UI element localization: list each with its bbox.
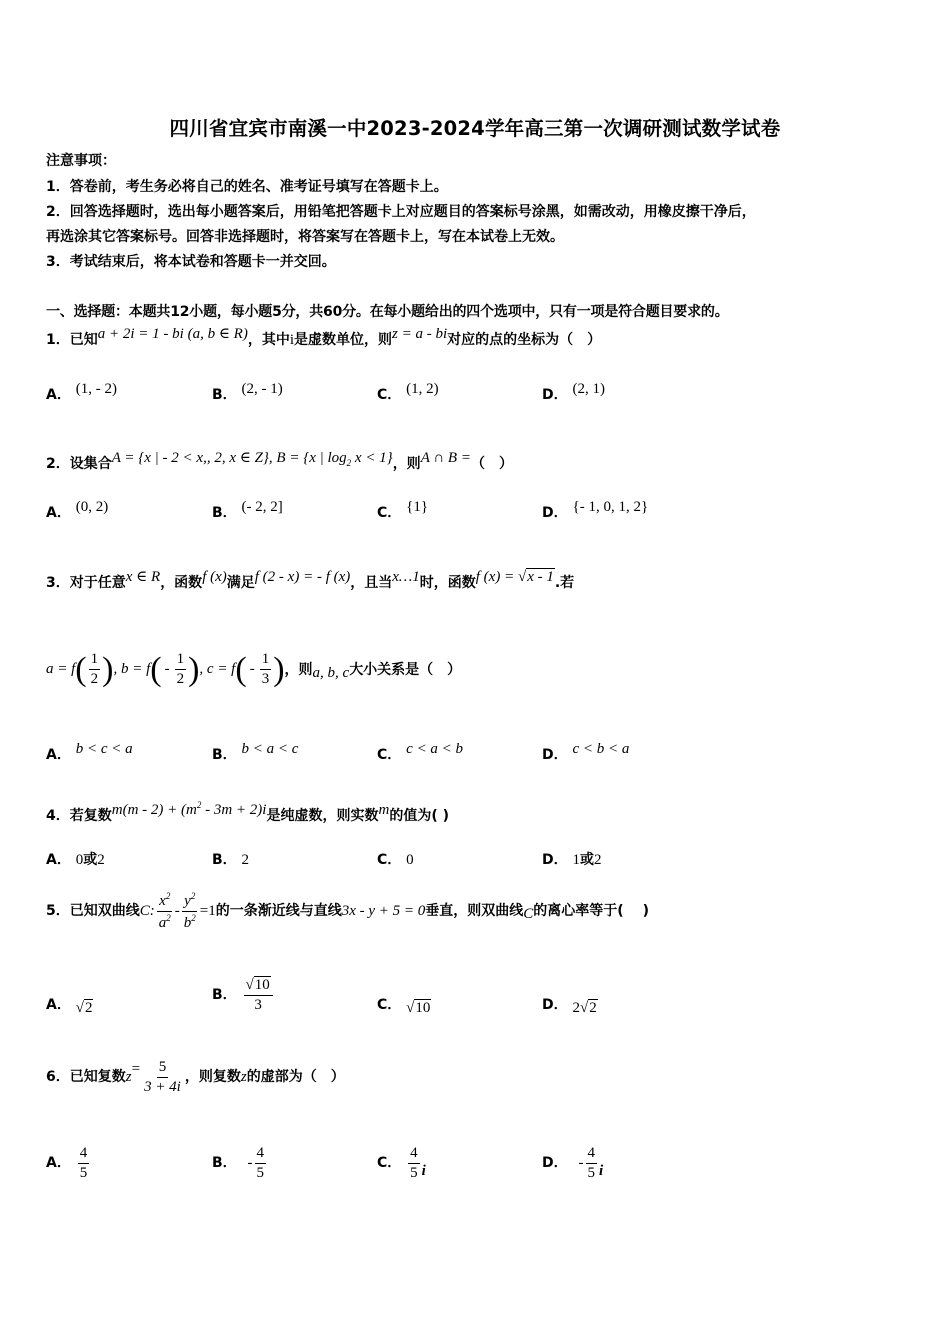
option-value: b < a < c xyxy=(241,741,299,757)
q5-text: 的一条渐近线与直线 xyxy=(215,903,342,919)
option-label: A． xyxy=(46,747,71,763)
q4-text: 的值为( ) xyxy=(389,808,449,824)
option-text: 或 xyxy=(580,852,594,868)
q6-equals: = xyxy=(131,1060,141,1077)
q4-option-a[interactable] xyxy=(46,853,105,868)
q1-text: 对应的点的坐标为（ ） xyxy=(447,332,602,348)
q2-option-d[interactable] xyxy=(542,499,649,521)
q4-prefix: 4．若复数 xyxy=(46,808,112,824)
q1-option-b[interactable] xyxy=(212,381,283,403)
q3-line-2: a = f ( $\frac{1}{2}$ ) , b = f ( - $\frac{1}{2}$ ) , c = f ( - $\frac{1}{3}$ ) ，则 a, b, c 大小关系是（ ） xyxy=(46,650,462,688)
option-label: C． xyxy=(377,1155,402,1171)
option-label: A． xyxy=(46,387,71,403)
notice-item: 再选涂其它答案标号。回答非选择题时，将答案写在答题卡上，写在本试卷上无效。 xyxy=(46,229,564,245)
q2-option-b[interactable] xyxy=(212,499,283,521)
question-4 xyxy=(46,800,449,824)
q1-i: i xyxy=(289,332,295,348)
option-value: (1, 2) xyxy=(406,381,439,397)
option-value: c < a < b xyxy=(406,741,464,757)
q2-set-expression: A = {x | - 2 < x,, 2, x ∈ Z}, B = {x | $\log_2 x < 1$} xyxy=(111,450,393,468)
q1-equation: a + 2i = 1 - bi (a, b ∈ R) xyxy=(97,326,248,342)
q3-fraction: $\frac{1}{3}$ xyxy=(261,651,270,687)
option-value: (0, 2) xyxy=(75,499,109,515)
q3-expr: f (x) = √x - 1 xyxy=(475,569,554,585)
question-6 xyxy=(46,1052,345,1102)
q3-option-a[interactable] xyxy=(46,741,133,763)
option-label: B． xyxy=(212,387,237,403)
q4-option-b[interactable] xyxy=(212,853,249,868)
option-label: B． xyxy=(212,852,237,868)
q3-expr: x…1 xyxy=(392,569,420,585)
notice-item: 1．答卷前，考生务必将自己的姓名、准考证号填写在答题卡上。 xyxy=(46,179,448,195)
q1-option-c[interactable] xyxy=(377,381,439,403)
option-label: A． xyxy=(46,505,71,521)
option-label: A． xyxy=(46,852,71,868)
q1-option-a[interactable] xyxy=(46,381,117,403)
q5-equals: =1 xyxy=(199,902,216,919)
q3-expr: x ∈ R xyxy=(125,569,161,585)
notice-heading: 注意事项： xyxy=(46,153,116,169)
option-value: $\frac{4}{5}$ xyxy=(256,1144,265,1181)
q3-a-def: a = f xyxy=(46,661,76,677)
option-value: 0 xyxy=(406,852,414,868)
option-label: C． xyxy=(377,387,402,403)
q5-option-a[interactable] xyxy=(46,997,93,1016)
option-label: C． xyxy=(377,997,402,1013)
option-value: {- 1, 0, 1, 2} xyxy=(572,499,649,515)
q6-fraction: $\frac{5}{3 + 4i}$ xyxy=(144,1058,181,1095)
option-value: (2, 1) xyxy=(572,381,605,397)
q3-text: ，函数 xyxy=(160,575,203,591)
section-heading: 一、选择题：本题共12小题，每小题5分，共60分。在每小题给出的四个选项中，只有一项是符合题目要求的。 xyxy=(46,304,729,320)
option-value: $\frac{4}{5}$ xyxy=(79,1144,88,1181)
option-label: D． xyxy=(542,997,568,1013)
q3-fraction: $\frac{1}{2}$ xyxy=(176,651,185,687)
q3-prefix: 3．对于任意 xyxy=(46,575,126,591)
q5-curve-name: C xyxy=(523,905,534,922)
option-value: {1} xyxy=(406,499,429,515)
q3-fraction: $\frac{1}{2}$ xyxy=(90,651,99,687)
option-label: D． xyxy=(542,1155,568,1171)
notice-item: 3．考试结束后，将本试卷和答题卡一并交回。 xyxy=(46,254,336,270)
q5-curve-name: C: xyxy=(139,902,155,919)
option-text: 或 xyxy=(83,852,98,868)
q3-text: ，且当 xyxy=(350,575,393,591)
option-value: 1 xyxy=(572,852,580,868)
q3-expr: f (x) xyxy=(202,569,227,585)
q6-option-b[interactable]: B． - $\frac{4}{5}$ xyxy=(212,1144,265,1181)
q5-text: 垂直，则双曲线 xyxy=(425,903,524,919)
option-label: C． xyxy=(377,505,402,521)
option-label: D． xyxy=(542,387,568,403)
option-value: 2 xyxy=(241,852,250,868)
option-value: (2, - 1) xyxy=(241,381,283,397)
notice-item: 2．回答选择题时，选出每小题答案后，用铅笔把答题卡上对应题目的答案标号涂黑，如需改动，用橡皮擦干净后， xyxy=(46,204,756,220)
option-label: B． xyxy=(212,747,237,763)
q4-text: 是纯虚数，则实数 xyxy=(266,808,379,824)
question-3 xyxy=(46,569,575,591)
q4-m: m xyxy=(378,802,390,818)
q6-option-a[interactable] xyxy=(46,1138,91,1188)
option-value: $\frac{√10}{3}$ xyxy=(244,978,273,1013)
q6-prefix: 6．已知复数 xyxy=(46,1069,126,1085)
q5-text: 的离心率等于( ) xyxy=(533,903,649,919)
q2-option-c[interactable] xyxy=(377,499,429,521)
q1-text: ，其中 xyxy=(247,332,290,348)
question-1 xyxy=(46,326,602,348)
option-label: A． xyxy=(46,997,71,1013)
option-value: (- 2, 2] xyxy=(241,499,283,515)
question-2 xyxy=(46,450,513,474)
q1-equation-z: z = a - bi xyxy=(392,326,448,342)
q3-text: .若 xyxy=(554,575,575,591)
q6-z: z xyxy=(240,1068,247,1085)
option-value: $\frac{4}{5}$ xyxy=(410,1144,418,1181)
option-value: c < b < a xyxy=(572,741,630,757)
q3-text: 大小关系是（ ） xyxy=(349,661,462,678)
q5-fraction-x: $\frac{x^2}{a^2}$ xyxy=(158,890,171,931)
q6-option-c[interactable]: C． $\frac{4}{5}$ i xyxy=(377,1144,426,1181)
q5-fraction-y: $\frac{y^2}{b^2}$ xyxy=(183,890,196,931)
q6-z: z xyxy=(125,1068,132,1085)
q5-option-b[interactable] xyxy=(212,970,275,1020)
q3-b-def: , b = f xyxy=(113,661,151,677)
q1-option-d[interactable] xyxy=(542,381,605,403)
q3-vars: a, b, c xyxy=(312,665,350,681)
q2-text: ，则 xyxy=(392,456,421,472)
option-label: D． xyxy=(542,747,568,763)
option-label: C． xyxy=(377,747,402,763)
q3-text: ，则 xyxy=(284,661,313,678)
q4-option-c[interactable] xyxy=(377,853,414,868)
option-value: (1, - 2) xyxy=(75,381,117,397)
option-label: C． xyxy=(377,852,402,868)
option-value: √2 xyxy=(75,1000,93,1016)
option-label: D． xyxy=(542,505,568,521)
q2-intersection: A ∩ B = xyxy=(420,450,471,466)
q2-option-a[interactable] xyxy=(46,499,109,521)
q5-option-d[interactable] xyxy=(542,997,598,1016)
option-value: b < c < a xyxy=(75,741,133,757)
q3-option-c[interactable] xyxy=(377,741,464,763)
q3-option-b[interactable] xyxy=(212,741,299,763)
q6-option-d[interactable]: D． - $\frac{4}{5}$ i xyxy=(542,1144,604,1181)
page-title: 四川省宜宾市南溪一中2023-2024学年高三第一次调研测试数学试卷 xyxy=(169,117,781,140)
q1-text: 是虚数单位，则 xyxy=(294,332,393,348)
q3-text: 满足 xyxy=(226,575,255,591)
q3-text: 时，函数 xyxy=(419,575,476,591)
option-label: A． xyxy=(46,1155,71,1171)
option-value: 0 xyxy=(75,852,84,868)
q4-expression: $m(m - 2) + (m^2 - 3m + 2)i$ xyxy=(111,800,267,818)
option-value: 2 xyxy=(97,852,105,868)
option-value: √10 xyxy=(406,1000,431,1016)
q4-option-d[interactable] xyxy=(542,853,602,868)
q1-prefix: 1．已知 xyxy=(46,332,98,348)
q3-c-def: , c = f xyxy=(199,661,236,677)
q3-expr: f (2 - x) = - f (x) xyxy=(254,569,351,585)
q5-prefix: 5．已知双曲线 xyxy=(46,903,140,919)
q2-prefix: 2．设集合 xyxy=(46,456,112,472)
option-value: 2 xyxy=(594,852,602,868)
q2-text: （ ） xyxy=(470,456,513,472)
question-5 xyxy=(46,888,649,934)
option-label: B． xyxy=(212,1155,237,1171)
option-label: D． xyxy=(542,852,568,868)
q6-text: 的虚部为（ ） xyxy=(246,1069,345,1085)
q5-option-c[interactable] xyxy=(377,997,431,1016)
option-value: $\frac{4}{5}$ xyxy=(587,1144,595,1181)
option-value: 2√2 xyxy=(572,1000,597,1016)
option-label: B． xyxy=(212,987,237,1003)
q5-minus: - xyxy=(174,902,180,919)
q6-text: ，则复数 xyxy=(184,1069,241,1085)
q5-line-eq: 3x - y + 5 = 0 xyxy=(341,902,426,919)
q3-option-d[interactable] xyxy=(542,741,630,763)
option-label: B． xyxy=(212,505,237,521)
